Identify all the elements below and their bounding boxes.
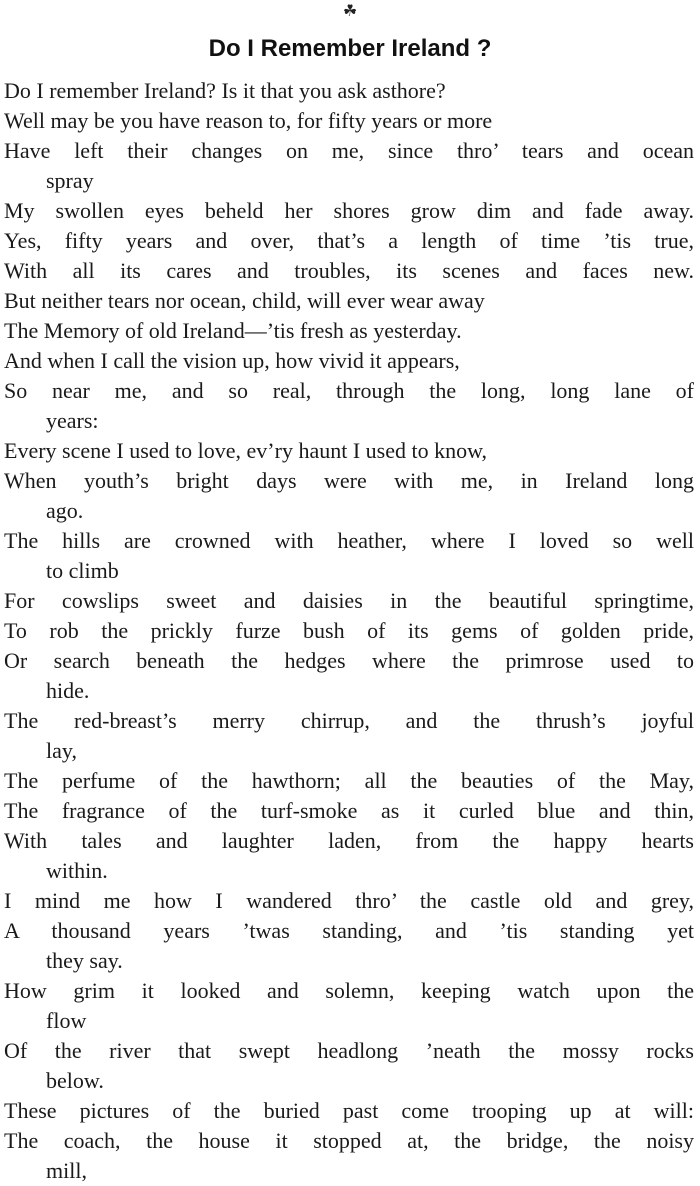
poem-line: With tales and laughter laden, from the happy hearts [4,828,694,853]
poem-line: For cowslips sweet and daisies in the beautiful springtime, [4,588,694,613]
poem-line: The fragrance of the turf-smoke as it curled blue and thin, [4,798,694,823]
poem-line: And when I call the vision up, how vivid it appears, [4,348,460,373]
poem-line: How grim it looked and solemn, keeping watch upon the [4,978,694,1003]
poem-line: A thousand years ’twas standing, and ’tis standing yet [4,918,694,943]
poem-line: Do I remember Ireland? Is it that you ask asthore? [4,78,446,103]
poem-body [4,76,694,1186]
poem-line-continuation: ago. [46,498,84,523]
poem-line: Of the river that swept headlong ’neath the mossy rocks [4,1038,694,1063]
poem-line: The hills are crowned with heather, where I loved so well [4,528,694,553]
poem-line-continuation: lay, [46,738,77,763]
poem-line: So near me, and so real, through the long, long lane of [4,378,694,403]
poem-line: But neither tears nor ocean, child, will ever wear away [4,288,485,313]
poem-line: The perfume of the hawthorn; all the beauties of the May, [4,768,694,793]
poem-title: Do I Remember Ireland ? [208,35,492,62]
poem-line: With all its cares and troubles, its scenes and faces new. [4,258,694,283]
poem-line: Every scene I used to love, ev’ry haunt I used to know, [4,438,488,463]
poem-line-continuation: they say. [46,948,123,973]
poem-line-continuation: spray [46,168,94,193]
poem-line: My swollen eyes beheld her shores grow dim and fade away. [4,198,694,223]
poem-line-continuation: flow [46,1008,87,1033]
poem-line: The coach, the house it stopped at, the bridge, the noisy [4,1128,694,1153]
poem-line-continuation: within. [46,858,108,883]
poem-line: These pictures of the buried past come trooping up at will: [4,1098,694,1123]
poem-line-continuation: hide. [46,678,90,703]
poem-line: Have left their changes on me, since thro’ tears and ocean [4,138,694,163]
poem-line: When youth’s bright days were with me, in Ireland long [4,468,694,493]
shamrock-ornament-icon: ☘ [342,1,358,20]
poem-line: Or search beneath the hedges where the primrose used to [4,648,694,673]
poem-line-continuation: years: [46,408,99,433]
poem-line: The red-breast’s merry chirrup, and the thrush’s joyful [4,708,694,733]
poem-line: Well may be you have reason to, for fifty years or more [4,108,493,133]
poem-line: Yes, fifty years and over, that’s a length of time ’tis true, [4,228,694,253]
poem-line-continuation: to climb [46,558,119,583]
poem-line-continuation: mill, [46,1158,87,1183]
poem-line: The Memory of old Ireland—’tis fresh as yesterday. [4,318,462,343]
poem-line: I mind me how I wandered thro’ the castle old and grey, [4,888,694,913]
poem-line: To rob the prickly furze bush of its gems of golden pride, [4,618,694,643]
poem-line-continuation: below. [46,1068,104,1093]
